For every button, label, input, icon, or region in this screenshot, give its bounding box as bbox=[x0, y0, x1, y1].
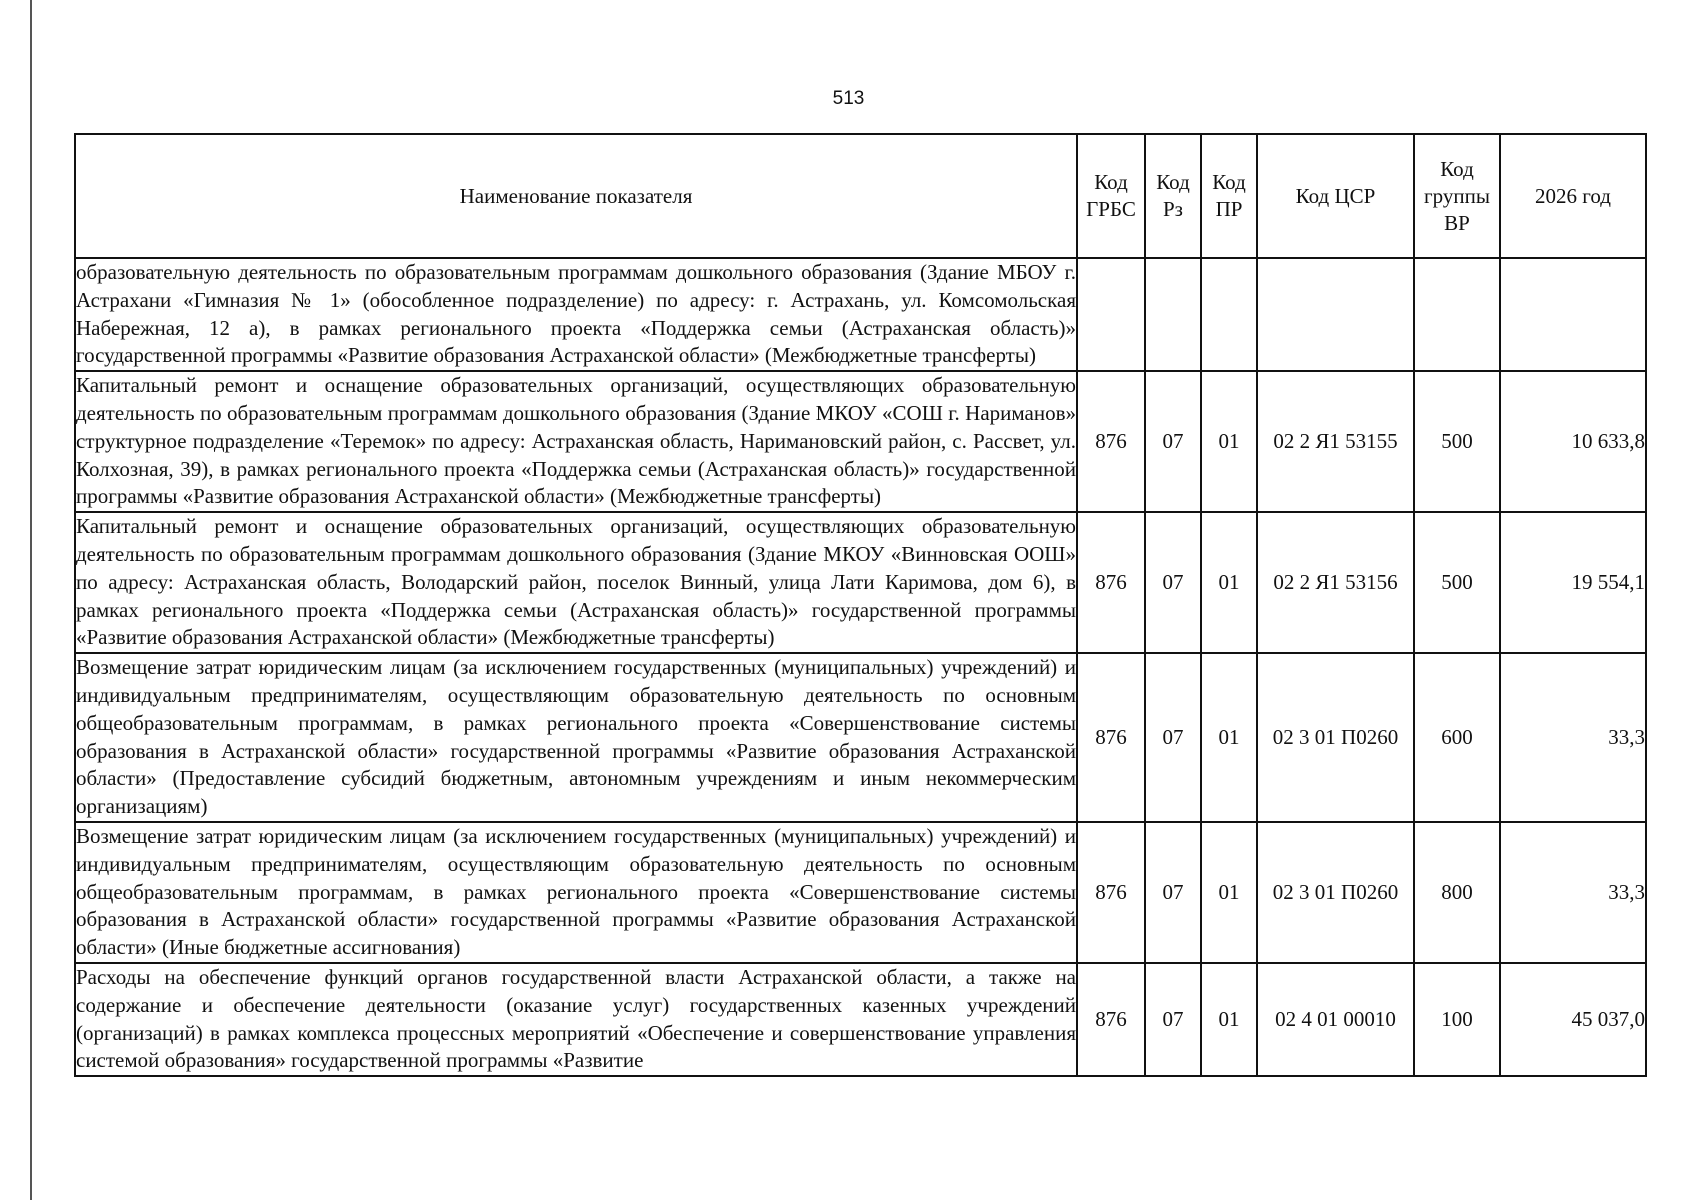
row-amount: 45 037,0 bbox=[1500, 963, 1646, 1076]
row-name: образовательную деятельность по образовательным программам дошкольного образования (Здание МБОУ г. Астрахани «Гимназия № 1» (обособленное подразделение) по адресу: г. Астрахань, ул. Комсомольская Набережная, 12 а), в рамках регионального проекта «Поддержка семьи (Астраханская область)» государственной программы «Развитие образования Астраханской области» (Межбюджетные трансферты) bbox=[75, 258, 1077, 371]
row-name: Капитальный ремонт и оснащение образовательных организаций, осуществляющих образовательную деятельность по образовательным программам дошкольного образования (Здание МКОУ «СОШ г. Нариманов» структурное подразделение «Теремок» по адресу: Астраханская область, Наримановский район, с. Рассвет, ул. Колхозная, 39), в рамках регионального проекта «Поддержка семьи (Астраханская область)» государственной программы «Развитие образования Астраханской области» (Межбюджетные трансферты) bbox=[75, 371, 1077, 512]
row-vr: 500 bbox=[1414, 512, 1500, 653]
row-grbs: 876 bbox=[1077, 653, 1145, 822]
table-row bbox=[75, 371, 1646, 512]
row-name: Расходы на обеспечение функций органов государственной власти Астраханской области, а также на содержание и обеспечение деятельности (оказание услуг) государственных казенных учреждений (организаций) в рамках комплекса процессных мероприятий «Обеспечение и совершенствование управления системой образования» государственной программы «Развитие bbox=[75, 963, 1077, 1076]
row-csr: 02 2 Я1 53156 bbox=[1257, 512, 1414, 653]
row-vr: 800 bbox=[1414, 822, 1500, 963]
row-name: Капитальный ремонт и оснащение образовательных организаций, осуществляющих образовательную деятельность по образовательным программам дошкольного образования (Здание МКОУ «Винновская ООШ» по адресу: Астраханская область, Володарский район, поселок Винный, улица Лати Каримова, дом 6), в рамках регионального проекта «Поддержка семьи (Астраханская область)» государственной программы «Развитие образования Астраханской области» (Межбюджетные трансферты) bbox=[75, 512, 1077, 653]
row-name: Возмещение затрат юридическим лицам (за исключением государственных (муниципальных) учреждений) и индивидуальным предпринимателям, осуществляющим образовательную деятельность по основным общеобразовательным программам, в рамках регионального проекта «Совершенствование системы образования в Астраханской области» государственной программы «Развитие образования Астраханской области» (Предоставление субсидий бюджетным, автономным учреждениям и иным некоммерческим организациям) bbox=[75, 653, 1077, 822]
row-rz: 07 bbox=[1145, 653, 1201, 822]
row-pr: 01 bbox=[1201, 512, 1257, 653]
row-pr: 01 bbox=[1201, 653, 1257, 822]
binding-edge-line bbox=[30, 0, 32, 1200]
row-grbs: 876 bbox=[1077, 822, 1145, 963]
header-pr: Код ПР bbox=[1201, 134, 1257, 258]
row-vr: 600 bbox=[1414, 653, 1500, 822]
header-csr: Код ЦСР bbox=[1257, 134, 1414, 258]
row-grbs bbox=[1077, 258, 1145, 371]
row-csr: 02 2 Я1 53155 bbox=[1257, 371, 1414, 512]
row-amount: 10 633,8 bbox=[1500, 371, 1646, 512]
table-row bbox=[75, 512, 1646, 653]
row-vr bbox=[1414, 258, 1500, 371]
row-pr bbox=[1201, 258, 1257, 371]
budget-table bbox=[74, 133, 1647, 1077]
row-rz bbox=[1145, 258, 1201, 371]
header-vr: Код группы ВР bbox=[1414, 134, 1500, 258]
table-header-row bbox=[75, 134, 1646, 258]
row-pr: 01 bbox=[1201, 963, 1257, 1076]
row-csr: 02 4 01 00010 bbox=[1257, 963, 1414, 1076]
row-pr: 01 bbox=[1201, 822, 1257, 963]
header-name: Наименование показателя bbox=[75, 134, 1077, 258]
page-number: 513 bbox=[832, 88, 865, 109]
row-pr: 01 bbox=[1201, 371, 1257, 512]
row-amount: 33,3 bbox=[1500, 653, 1646, 822]
header-year: 2026 год bbox=[1500, 134, 1646, 258]
header-grbs: Код ГРБС bbox=[1077, 134, 1145, 258]
row-vr: 100 bbox=[1414, 963, 1500, 1076]
header-rz: Код Рз bbox=[1145, 134, 1201, 258]
row-csr: 02 3 01 П0260 bbox=[1257, 822, 1414, 963]
row-rz: 07 bbox=[1145, 822, 1201, 963]
row-grbs: 876 bbox=[1077, 512, 1145, 653]
row-csr: 02 3 01 П0260 bbox=[1257, 653, 1414, 822]
row-rz: 07 bbox=[1145, 371, 1201, 512]
table-row bbox=[75, 963, 1646, 1076]
row-vr: 500 bbox=[1414, 371, 1500, 512]
table-row bbox=[75, 822, 1646, 963]
row-rz: 07 bbox=[1145, 512, 1201, 653]
row-grbs: 876 bbox=[1077, 963, 1145, 1076]
row-amount: 19 554,1 bbox=[1500, 512, 1646, 653]
table-row bbox=[75, 653, 1646, 822]
table-row bbox=[75, 258, 1646, 371]
row-name: Возмещение затрат юридическим лицам (за исключением государственных (муниципальных) учреждений) и индивидуальным предпринимателям, осуществляющим образовательную деятельность по основным общеобразовательным программам, в рамках регионального проекта «Совершенствование системы образования в Астраханской области» государственной программы «Развитие образования Астраханской области» (Иные бюджетные ассигнования) bbox=[75, 822, 1077, 963]
row-csr bbox=[1257, 258, 1414, 371]
row-rz: 07 bbox=[1145, 963, 1201, 1076]
row-amount: 33,3 bbox=[1500, 822, 1646, 963]
row-grbs: 876 bbox=[1077, 371, 1145, 512]
row-amount bbox=[1500, 258, 1646, 371]
